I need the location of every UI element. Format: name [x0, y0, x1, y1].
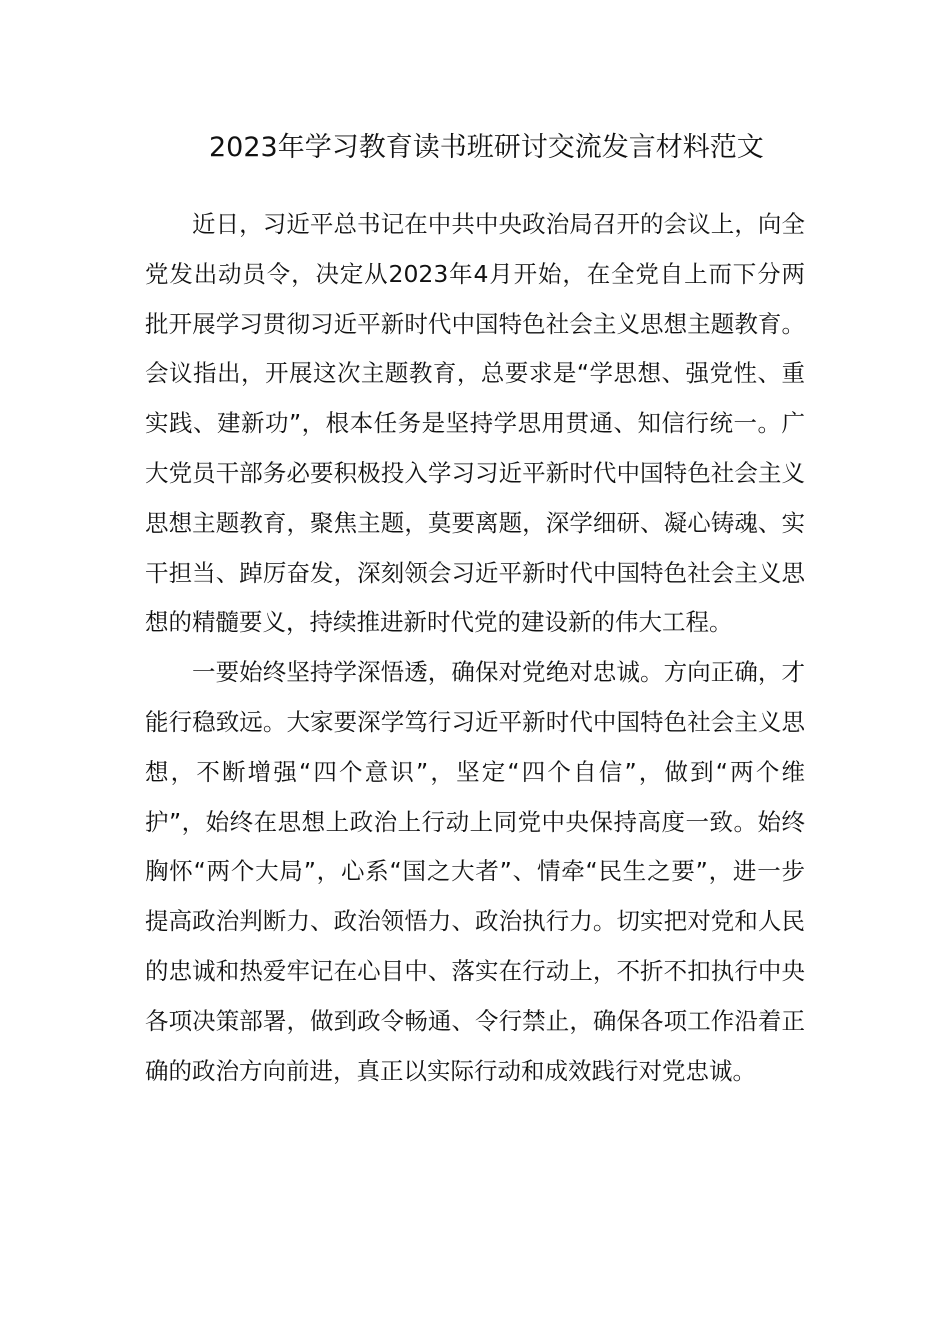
paragraph-intro: 近日，习近平总书记在中共中央政治局召开的会议上，向全党发出动员令，决定从2023年4月开始，在全党自上而下分两批开展学习贯彻习近平新时代中国特色社会主义思想主题教育。会议指出，开展这次主题教育，总要求是“学思想、强党性、重实践、建新功”，根本任务是坚持学思用贯通、知信行统一。广大党员干部务必要积极投入学习习近平新时代中国特色社会主义思想主题教育，聚焦主题，莫要离题，深学细研、凝心铸魂、实干担当、踔厉奋发，深刻领会习近平新时代中国特色社会主义思想的精髓要义，持续推进新时代党的建设新的伟大工程。: [145, 210, 805, 637]
document-body: [145, 200, 805, 1096]
document-title: 2023年学习教育读书班研讨交流发言材料范文: [209, 132, 764, 163]
paragraph-point-one: 一要始终坚持学深悟透，确保对党绝对忠诚。方向正确，才能行稳致远。大家要深学笃行习近平新时代中国特色社会主义思想，不断增强“四个意识”，坚定“四个自信”，做到“两个维护”，始终在思想上政治上行动上同党中央保持高度一致。始终胸怀“两个大局”，心系“国之大者”、情牵“民生之要”，进一步提高政治判断力、政治领悟力、政治执行力。切实把对党和人民的忠诚和热爱牢记在心目中、落实在行动上，不折不扣执行中央各项决策部署，做到政令畅通、令行禁止，确保各项工作沿着正确的政治方向前进，真正以实际行动和成效践行对党忠诚。: [145, 658, 805, 1085]
